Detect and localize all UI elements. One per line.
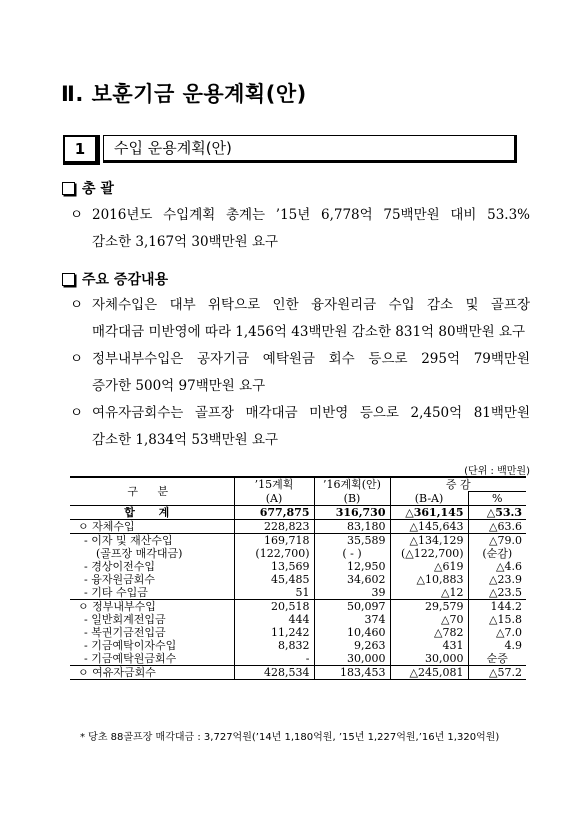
circle-bullet-icon: ㅇ — [70, 405, 84, 421]
row-label: ㅇ 정부내부수입 — [78, 600, 156, 613]
row-2015-value: 228,823 — [234, 520, 314, 534]
table-row — [70, 613, 526, 626]
row-2015-value: 13,569 — [234, 560, 314, 573]
row-label: - 기타 수입금 — [84, 586, 148, 599]
income-plan-table — [70, 476, 526, 680]
section-number: 1 — [63, 135, 100, 165]
table-row — [70, 652, 526, 666]
checkbox-square-icon — [62, 182, 75, 195]
total-diff: △361,145 — [390, 506, 468, 520]
summary-heading — [62, 178, 114, 198]
circle-bullet-icon: ㅇ — [70, 207, 84, 223]
row-change-value: △245,081 — [390, 666, 468, 680]
row-change-value: △70 — [390, 613, 468, 626]
row-label: - 기금예탁이자수입 — [84, 639, 177, 652]
row-change-value: △10,883 — [390, 573, 468, 586]
row-change-pct: △7.0 — [468, 626, 526, 639]
total-a: 677,875 — [234, 506, 314, 520]
row-2016-value: 9,263 — [314, 639, 390, 652]
header-percent: % — [468, 492, 526, 506]
header-b-minus-a: (B-A) — [390, 492, 468, 506]
total-b: 316,730 — [314, 506, 390, 520]
changes-bullet — [70, 400, 530, 454]
row-2016-value: ( - ) — [314, 547, 390, 560]
row-label: - 복권기금전입금 — [84, 626, 166, 639]
row-label: - 경상이전수입 — [84, 560, 155, 573]
row-change-pct: 순증 — [468, 652, 526, 666]
row-change-value: (△122,700) — [390, 547, 468, 560]
row-2015-value: 444 — [234, 613, 314, 626]
changes-bullet — [70, 292, 530, 346]
bullet-line: 매각대금 미반영에 따라 1,456억 43백만원 감소한 831억 80백만원 요구 — [92, 324, 526, 340]
bullet-line: 증가한 500억 97백만원 요구 — [92, 378, 266, 394]
row-change-pct: 4.9 — [468, 639, 526, 652]
row-label: ㅇ 자체수입 — [78, 520, 135, 533]
header-b: (B) — [314, 492, 390, 506]
row-change-pct: (순감) — [468, 547, 526, 560]
table-row — [70, 600, 526, 614]
unit-label: (단위 : 백만원) — [464, 466, 530, 477]
row-2015-value: - — [234, 652, 314, 666]
table-row — [70, 560, 526, 573]
bullet-line: 감소한 1,834억 53백만원 요구 — [92, 432, 279, 448]
table-row — [70, 534, 526, 548]
row-change-value: △134,129 — [390, 534, 468, 548]
row-change-pct: △23.9 — [468, 573, 526, 586]
row-2015-value: 45,485 — [234, 573, 314, 586]
row-change-pct: △4.6 — [468, 560, 526, 573]
table-row — [70, 586, 526, 600]
row-label: - 기금예탁원금회수 — [84, 652, 177, 665]
total-pct: △53.3 — [468, 506, 526, 520]
row-change-pct: 144.2 — [468, 600, 526, 614]
row-2016-value: 35,589 — [314, 534, 390, 548]
bullet-line: 여유자금회수는 골프장 매각대금 미반영 등으로 2,450억 81백만원 — [92, 405, 530, 421]
header-change: 증 감 — [390, 477, 526, 492]
row-change-pct: △79.0 — [468, 534, 526, 548]
summary-bullet — [70, 202, 530, 256]
row-2015-value: 428,534 — [234, 666, 314, 680]
row-change-value: 431 — [390, 639, 468, 652]
row-2015-value: 20,518 — [234, 600, 314, 614]
row-change-pct: △57.2 — [468, 666, 526, 680]
row-change-value: 29,579 — [390, 600, 468, 614]
row-2015-value: 8,832 — [234, 639, 314, 652]
header-2016-plan: ’16계획(안) — [314, 477, 390, 492]
table-row — [70, 639, 526, 652]
row-2016-value: 10,460 — [314, 626, 390, 639]
circle-bullet-icon: ㅇ — [70, 351, 84, 367]
changes-bullet — [70, 346, 530, 400]
row-2016-value: 30,000 — [314, 652, 390, 666]
bullet-line: 감소한 3,167억 30백만원 요구 — [92, 234, 279, 250]
row-change-value: △12 — [390, 586, 468, 600]
changes-heading — [62, 269, 168, 289]
footnote: * 당초 88골프장 매각대금 : 3,727억원(’14년 1,180억원, ’15년 1,227억원,’16년 1,320억원) — [80, 732, 500, 743]
chapter-title: Ⅱ. 보훈기금 운용계획(안) — [61, 82, 307, 106]
row-2016-value: 183,453 — [314, 666, 390, 680]
row-2016-value: 39 — [314, 586, 390, 600]
row-change-value: △619 — [390, 560, 468, 573]
row-change-value: △145,643 — [390, 520, 468, 534]
row-change-pct: △63.6 — [468, 520, 526, 534]
row-label: (골프장 매각대금) — [96, 547, 183, 560]
bullet-line: 정부내부수입은 공자기금 예탁원금 회수 등으로 295억 79백만원 — [92, 351, 530, 367]
table-row — [70, 520, 526, 534]
header-category: 구 분 — [70, 477, 234, 506]
row-2016-value: 374 — [314, 613, 390, 626]
header-2015-plan: ’15계획 — [234, 477, 314, 492]
summary-heading-text: 총 괄 — [82, 181, 114, 197]
row-label: - 이자 및 재산수입 — [84, 534, 173, 547]
row-2016-value: 50,097 — [314, 600, 390, 614]
table-header-row — [70, 477, 526, 492]
row-label: ㅇ 여유자금회수 — [78, 666, 156, 679]
table-row — [70, 666, 526, 680]
checkbox-square-icon — [62, 273, 75, 286]
row-2015-value: (122,700) — [234, 547, 314, 560]
table-total-row — [70, 506, 526, 520]
row-change-pct: △15.8 — [468, 613, 526, 626]
row-2015-value: 11,242 — [234, 626, 314, 639]
table-row — [70, 573, 526, 586]
table-row — [70, 626, 526, 639]
row-change-value: 30,000 — [390, 652, 468, 666]
row-2015-value: 51 — [234, 586, 314, 600]
table-row — [70, 547, 526, 560]
changes-heading-text: 주요 증감내용 — [82, 272, 169, 288]
row-2016-value: 12,950 — [314, 560, 390, 573]
row-change-pct: △23.5 — [468, 586, 526, 600]
header-a: (A) — [234, 492, 314, 506]
row-label: - 융자원금회수 — [84, 573, 155, 586]
bullet-line: 자체수입은 대부 위탁으로 인한 융자원리금 수입 감소 및 골프장 — [92, 297, 530, 313]
row-2016-value: 83,180 — [314, 520, 390, 534]
row-2016-value: 34,602 — [314, 573, 390, 586]
bullet-line: 2016년도 수입계획 총계는 ’15년 6,778억 75백만원 대비 53.3% — [92, 207, 530, 223]
row-label: - 일반회계전입금 — [84, 613, 166, 626]
section-title: 수입 운용계획(안) — [103, 135, 517, 163]
circle-bullet-icon: ㅇ — [70, 297, 84, 313]
total-label: 합 계 — [124, 506, 180, 519]
row-2015-value: 169,718 — [234, 534, 314, 548]
row-change-value: △782 — [390, 626, 468, 639]
